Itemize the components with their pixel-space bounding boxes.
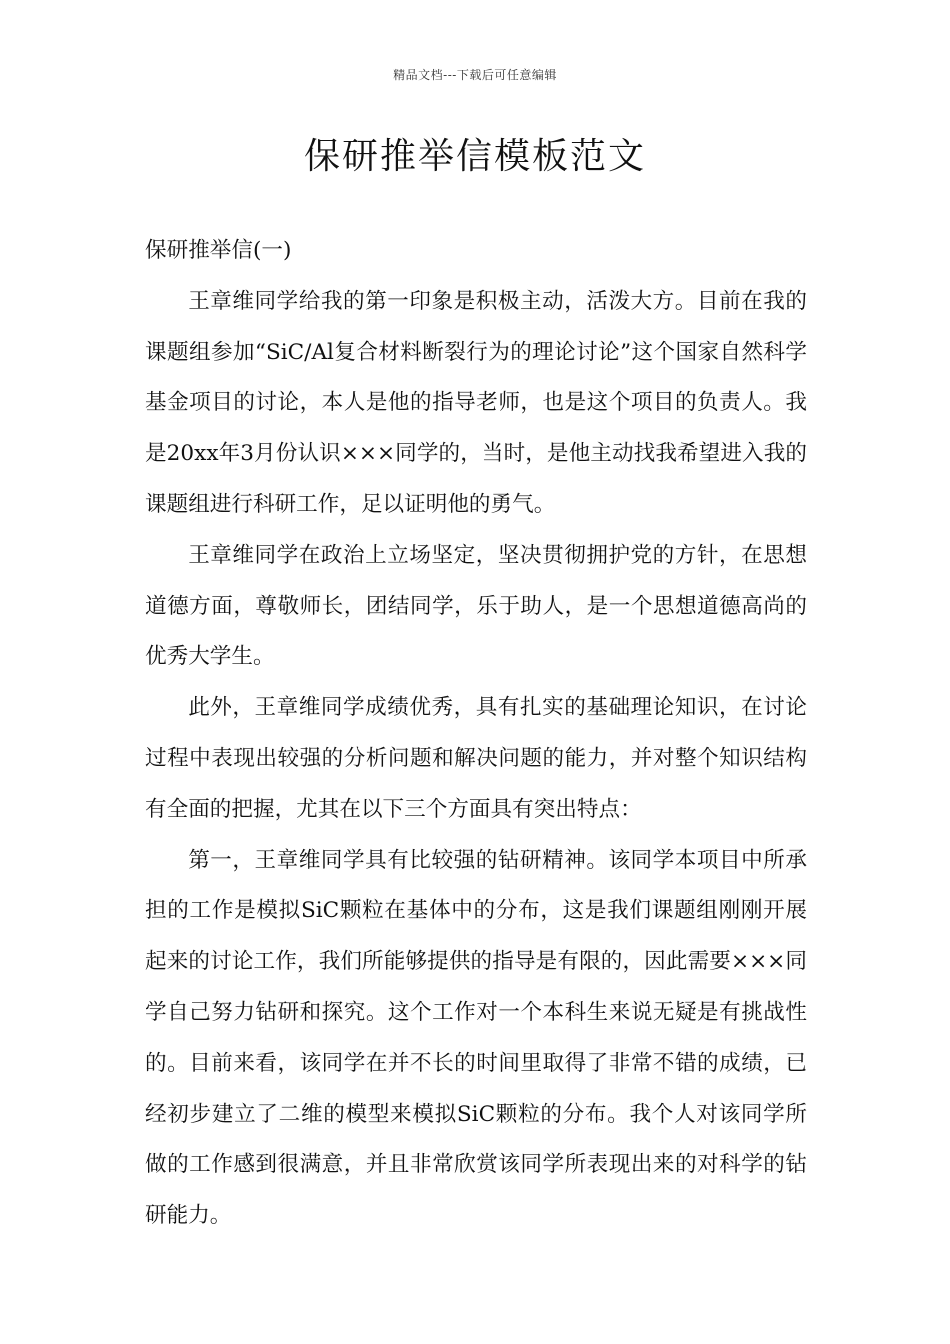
- paragraph-1: 王章维同学给我的第一印象是积极主动，活泼大方。目前在我的课题组参加“SiC/Al复合材料断裂行为的理论讨论”这个国家自然科学基金项目的讨论，本人是他的指导老师，也是这个项目的负责人。我是20xx年3月份认识×××同学的，当时，是他主动找我希望进入我的课题组进行科研工作，足以证明他的勇气。: [145, 288, 807, 517]
- paragraph-3: 此外，王章维同学成绩优秀，具有扎实的基础理论知识，在讨论过程中表现出较强的分析问题和解决问题的能力，并对整个知识结构有全面的把握，尤其在以下三个方面具有突出特点：: [145, 695, 807, 822]
- document-body: [145, 226, 807, 1242]
- document-title: 保研推举信模板范文: [303, 136, 646, 177]
- page-header: 精品文档---下载后可任意编辑: [393, 68, 557, 82]
- paragraph-2: 王章维同学在政治上立场坚定，坚决贯彻拥护党的方针，在思想道德方面，尊敬师长，团结同学，乐于助人，是一个思想道德高尚的优秀大学生。: [145, 542, 807, 670]
- paragraph-4: 第一，王章维同学具有比较强的钻研精神。该同学本项目中所承担的工作是模拟SiC颗粒在基体中的分布，这是我们课题组刚刚开展起来的讨论工作，我们所能够提供的指导是有限的，因此需要×××同学自己努力钻研和探究。这个工作对一个本科生来说无疑是有挑战性的。目前来看，该同学在并不长的时间里取得了非常不错的成绩，已经初步建立了二维的模型来模拟SiC颗粒的分布。我个人对该同学所做的工作感到很满意，并且非常欣赏该同学所表现出来的对科学的钻研能力。: [145, 847, 807, 1229]
- section-heading: 保研推举信(一): [145, 238, 292, 263]
